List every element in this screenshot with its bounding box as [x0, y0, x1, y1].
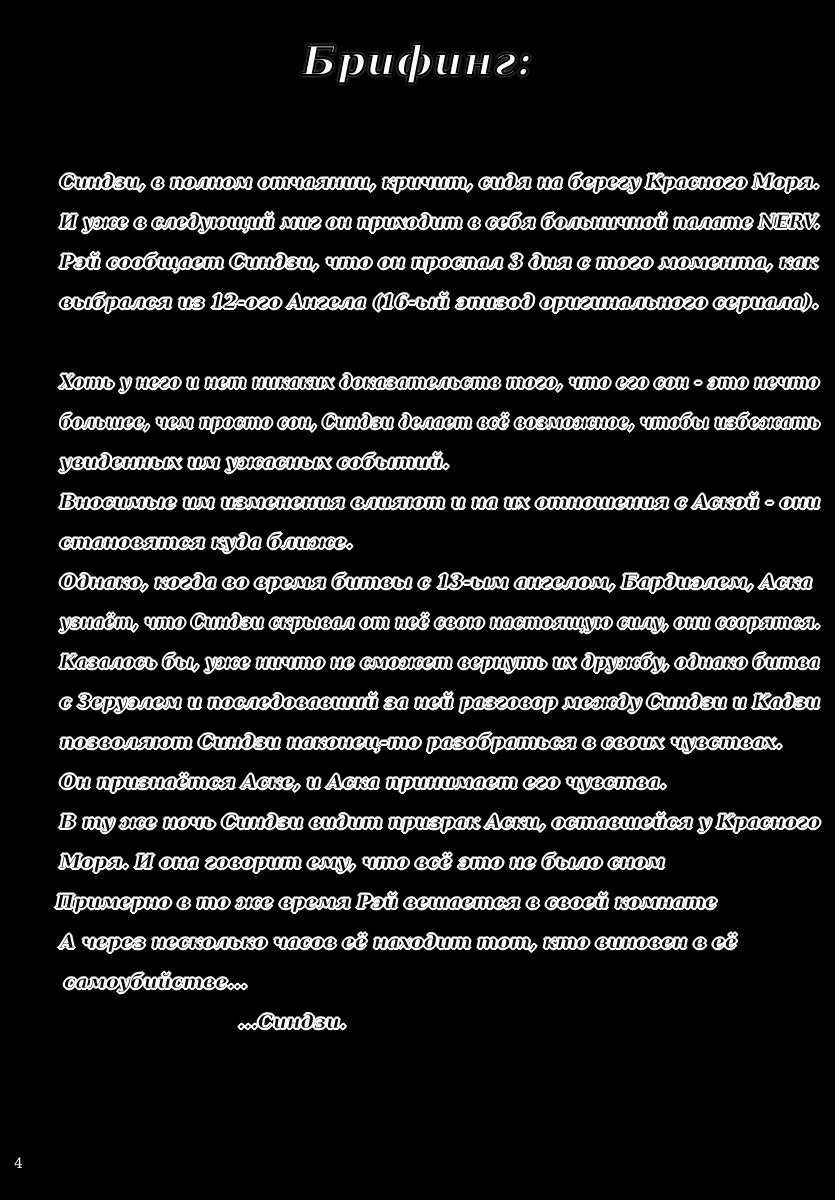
page-title: Брифинг:	[302, 38, 533, 85]
text-line: Казалось бы, уже ничто не сможет вернуть их дружбу, однако битва	[60, 651, 820, 673]
text-line: В ту же ночь Синдзи видит призрак Аски, оставшейся у Красного	[60, 811, 821, 833]
text-line: с Зеруэлем и последовавший за ней разговор между Синдзи и Кадзи	[60, 691, 820, 713]
text-line: Хоть у него и нет никаких доказательств того, что его сон - это нечто	[60, 371, 820, 393]
page-number: 4	[14, 1156, 23, 1172]
text-line: Моря. И она говорит ему, что всё это не было сном	[60, 851, 665, 873]
text-line: выбрался из 12-ого Ангела (16-ый эпизод оригинального сериала).	[60, 291, 819, 313]
text-line: узнаёт, что Синдзи скрывал от неё свою настоящую силу, они ссорятся.	[60, 611, 821, 633]
text-line: Он признаётся Аске, и Аска принимает его чувства.	[60, 771, 667, 793]
text-line: Рэй сообщает Синдзи, что он проспал 3 дня с того момента, как	[60, 251, 818, 273]
text-line: Вносимые им изменения влияют и на их отношения с Аской - они	[60, 491, 821, 513]
text-line: Примерно в то же время Рэй вешается в своей комнате	[56, 891, 718, 913]
text-line: самоубийстве...	[64, 971, 248, 993]
text-line: И уже в следующий миг он приходит в себя больничной палате NERV.	[60, 211, 820, 233]
text-line: большее, чем просто сон, Синдзи делает всё возможное, чтобы избежать	[60, 411, 820, 433]
text-line: становятся куда ближе.	[60, 531, 353, 553]
text-line: увиденных им ужасных событий.	[60, 451, 450, 473]
text-line: позволяют Синдзи наконец-то разобраться в своих чувствах.	[60, 731, 783, 753]
text-line: Однако, когда во время битвы с 13-ым ангелом, Бардиэлем, Аска	[60, 571, 813, 593]
text-line: А через несколько часов её находит тот, кто виновен в её	[60, 931, 737, 953]
text-line: Синдзи, в полном отчаянии, кричит, сидя на берегу Красного Моря.	[60, 171, 820, 193]
signature-line: ...Синдзи.	[238, 1011, 347, 1033]
